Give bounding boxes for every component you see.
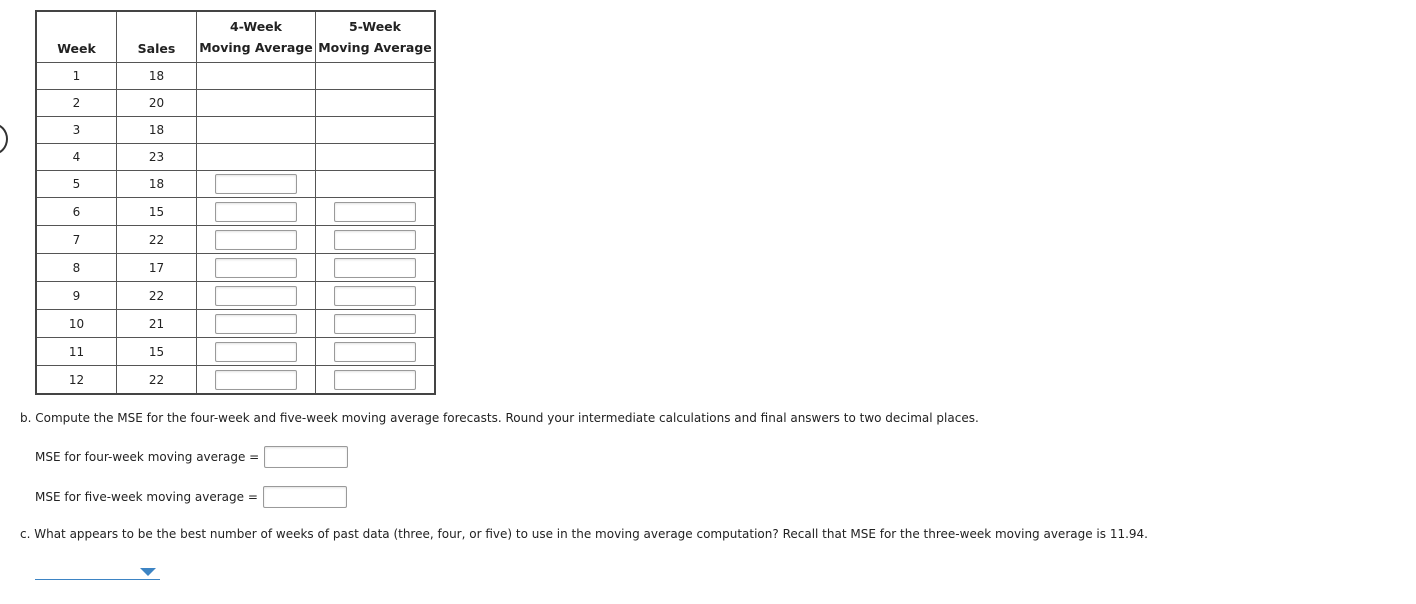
week-cell: 12 <box>36 366 117 395</box>
sales-cell: 21 <box>117 310 197 338</box>
sales-cell: 18 <box>117 117 197 144</box>
header-five-week-ma <box>316 11 436 63</box>
header-sales-label: Sales <box>137 41 176 56</box>
four-week-ma-input[interactable] <box>215 230 297 250</box>
four-week-ma-cell <box>197 338 316 366</box>
five-week-ma-cell <box>316 282 436 310</box>
four-week-ma-cell <box>197 198 316 226</box>
table-header-row <box>36 11 435 63</box>
header-four-week-ma <box>197 11 316 63</box>
sales-cell: 18 <box>117 171 197 198</box>
week-cell: 5 <box>36 171 117 198</box>
sales-cell: 17 <box>117 254 197 282</box>
five-week-ma-input[interactable] <box>334 286 416 306</box>
week-cell: 3 <box>36 117 117 144</box>
sales-cell: 23 <box>117 144 197 171</box>
four-week-ma-cell <box>197 282 316 310</box>
table-row <box>36 254 435 282</box>
week-cell: 10 <box>36 310 117 338</box>
table-row <box>36 226 435 254</box>
week-cell: 9 <box>36 282 117 310</box>
table-row <box>36 171 435 198</box>
table-row <box>36 366 435 395</box>
week-cell: 2 <box>36 90 117 117</box>
four-week-ma-cell <box>197 310 316 338</box>
week-cell: 8 <box>36 254 117 282</box>
five-week-ma-cell <box>316 310 436 338</box>
four-week-ma-input[interactable] <box>215 342 297 362</box>
mse-five-row <box>35 486 347 508</box>
five-week-ma-cell <box>316 226 436 254</box>
four-week-ma-input[interactable] <box>215 286 297 306</box>
four-week-ma-input[interactable] <box>215 174 297 194</box>
five-week-ma-cell <box>316 90 436 117</box>
four-week-ma-cell <box>197 226 316 254</box>
four-week-ma-cell <box>197 144 316 171</box>
table-row <box>36 63 435 90</box>
week-cell: 4 <box>36 144 117 171</box>
five-week-ma-input[interactable] <box>334 230 416 250</box>
header-five-week-line1: 5-Week <box>349 19 401 34</box>
five-week-ma-input[interactable] <box>334 342 416 362</box>
best-weeks-dropdown[interactable] <box>35 562 160 580</box>
moving-average-table <box>35 10 436 395</box>
five-week-ma-input[interactable] <box>334 202 416 222</box>
sales-cell: 15 <box>117 198 197 226</box>
header-week-label: Week <box>57 41 96 56</box>
five-week-ma-cell <box>316 338 436 366</box>
table-row <box>36 117 435 144</box>
week-cell: 6 <box>36 198 117 226</box>
four-week-ma-cell <box>197 90 316 117</box>
header-week <box>36 11 117 63</box>
sales-cell: 18 <box>117 63 197 90</box>
table-row <box>36 282 435 310</box>
five-week-ma-cell <box>316 198 436 226</box>
five-week-ma-input[interactable] <box>334 370 416 390</box>
sales-cell: 22 <box>117 226 197 254</box>
four-week-ma-cell <box>197 63 316 90</box>
table-row <box>36 310 435 338</box>
week-cell: 1 <box>36 63 117 90</box>
five-week-ma-input[interactable] <box>334 314 416 334</box>
four-week-ma-input[interactable] <box>215 314 297 334</box>
four-week-ma-input[interactable] <box>215 370 297 390</box>
five-week-ma-cell <box>316 366 436 395</box>
mse-four-input[interactable] <box>264 446 348 468</box>
four-week-ma-input[interactable] <box>215 258 297 278</box>
five-week-ma-input[interactable] <box>334 258 416 278</box>
side-circle-decoration <box>0 123 8 155</box>
five-week-ma-cell <box>316 63 436 90</box>
table-row <box>36 338 435 366</box>
sales-cell: 20 <box>117 90 197 117</box>
four-week-ma-cell <box>197 117 316 144</box>
five-week-ma-cell <box>316 144 436 171</box>
four-week-ma-cell <box>197 254 316 282</box>
header-sales <box>117 11 197 63</box>
week-cell: 7 <box>36 226 117 254</box>
mse-five-label: MSE for five-week moving average = <box>35 490 258 504</box>
chevron-down-icon[interactable] <box>140 568 156 576</box>
sales-cell: 15 <box>117 338 197 366</box>
four-week-ma-cell <box>197 171 316 198</box>
table-row <box>36 198 435 226</box>
table-row <box>36 144 435 171</box>
five-week-ma-cell <box>316 117 436 144</box>
five-week-ma-cell <box>316 254 436 282</box>
mse-four-row <box>35 446 348 468</box>
sales-cell: 22 <box>117 282 197 310</box>
header-four-week-line1: 4-Week <box>230 19 282 34</box>
week-cell: 11 <box>36 338 117 366</box>
question-b-text: b. Compute the MSE for the four-week and five-week moving average forecasts. Round your intermediate calculations and final answers to two decimal places. <box>20 411 979 425</box>
header-four-week-line2: Moving Average <box>199 40 313 55</box>
mse-four-label: MSE for four-week moving average = <box>35 450 260 464</box>
table-body <box>36 63 435 395</box>
mse-five-input[interactable] <box>263 486 347 508</box>
table-row <box>36 90 435 117</box>
sales-cell: 22 <box>117 366 197 395</box>
four-week-ma-input[interactable] <box>215 202 297 222</box>
four-week-ma-cell <box>197 366 316 395</box>
question-c-text: c. What appears to be the best number of weeks of past data (three, four, or five) to use in the moving average computation? Recall that MSE for the three-week moving average is 11.94. <box>20 527 1148 541</box>
header-five-week-line2: Moving Average <box>318 40 432 55</box>
five-week-ma-cell <box>316 171 436 198</box>
